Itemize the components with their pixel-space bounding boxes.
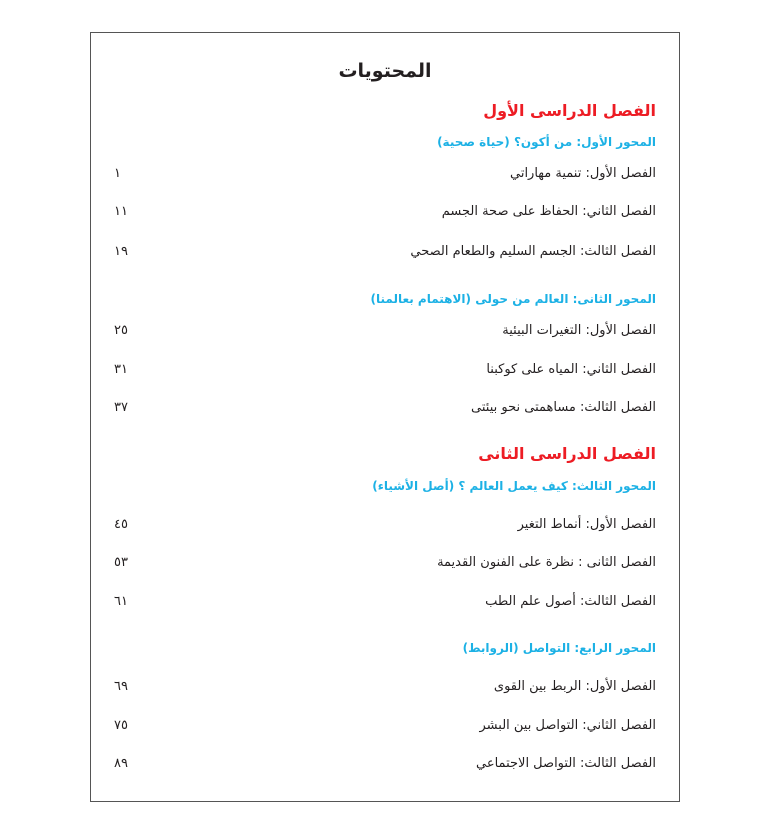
axis-heading: المحور الأول: من أكون؟ (حياة صحية) bbox=[437, 135, 656, 149]
page-number: ٣١ bbox=[114, 361, 128, 377]
contents-page-frame bbox=[90, 32, 680, 802]
toc-row[interactable] bbox=[114, 161, 656, 185]
page-number: ٢٥ bbox=[114, 322, 128, 338]
toc-row[interactable] bbox=[114, 239, 656, 263]
page-number: ١٩ bbox=[114, 243, 128, 259]
axis-heading: المحور الثالث: كيف يعمل العالم ؟ (أصل الأشياء) bbox=[372, 479, 656, 493]
toc-row[interactable] bbox=[114, 395, 656, 419]
toc-row[interactable] bbox=[114, 512, 656, 536]
toc-row[interactable] bbox=[114, 751, 656, 775]
page-number: ٦٩ bbox=[114, 678, 128, 694]
toc-row[interactable] bbox=[114, 713, 656, 737]
page-number: ٧٥ bbox=[114, 717, 128, 733]
page-number: ٣٧ bbox=[114, 399, 128, 415]
page-number: ٨٩ bbox=[114, 755, 128, 771]
page-number: ١ bbox=[114, 165, 121, 181]
chapter-title: الفصل الأول: تنمية مهاراتي bbox=[509, 165, 656, 181]
chapter-title: الفصل الثاني: المياه على كوكبنا bbox=[486, 361, 656, 377]
semester-heading: الفصل الدراسى الثانى bbox=[478, 444, 656, 463]
chapter-title: الفصل الثالث: أصول علم الطب bbox=[485, 593, 656, 609]
chapter-title: الفصل الأول: الربط بين القوى bbox=[493, 678, 656, 694]
axis-heading: المحور الثانى: العالم من حولى (الاهتمام بعالمنا) bbox=[370, 292, 656, 306]
toc-row[interactable] bbox=[114, 318, 656, 342]
chapter-title: الفصل الأول: التغيرات البيئية bbox=[502, 322, 656, 338]
page-number: ٦١ bbox=[114, 593, 128, 609]
page-title: المحتويات bbox=[338, 60, 432, 82]
page-number: ١١ bbox=[114, 203, 128, 219]
toc-row[interactable] bbox=[114, 589, 656, 613]
chapter-title: الفصل الثاني: الحفاظ على صحة الجسم bbox=[441, 203, 656, 219]
semester-heading: الفصل الدراسى الأول bbox=[483, 101, 656, 120]
toc-row[interactable] bbox=[114, 674, 656, 698]
toc-row[interactable] bbox=[114, 199, 656, 223]
chapter-title: الفصل الثالث: الجسم السليم والطعام الصحي bbox=[410, 243, 656, 259]
page-number: ٤٥ bbox=[114, 516, 128, 532]
chapter-title: الفصل الأول: أنماط التغير bbox=[517, 516, 656, 532]
toc-row[interactable] bbox=[114, 357, 656, 381]
chapter-title: الفصل الثالث: مساهمتى نحو بيئتى bbox=[471, 399, 656, 415]
chapter-title: الفصل الثاني: التواصل بين البشر bbox=[479, 717, 656, 733]
axis-heading: المحور الرابع: التواصل (الروابط) bbox=[462, 641, 656, 655]
toc-row[interactable] bbox=[114, 550, 656, 574]
chapter-title: الفصل الثانى : نظرة على الفنون القديمة bbox=[437, 554, 656, 570]
chapter-title: الفصل الثالث: التواصل الاجتماعي bbox=[476, 755, 656, 771]
page-number: ٥٣ bbox=[114, 554, 128, 570]
